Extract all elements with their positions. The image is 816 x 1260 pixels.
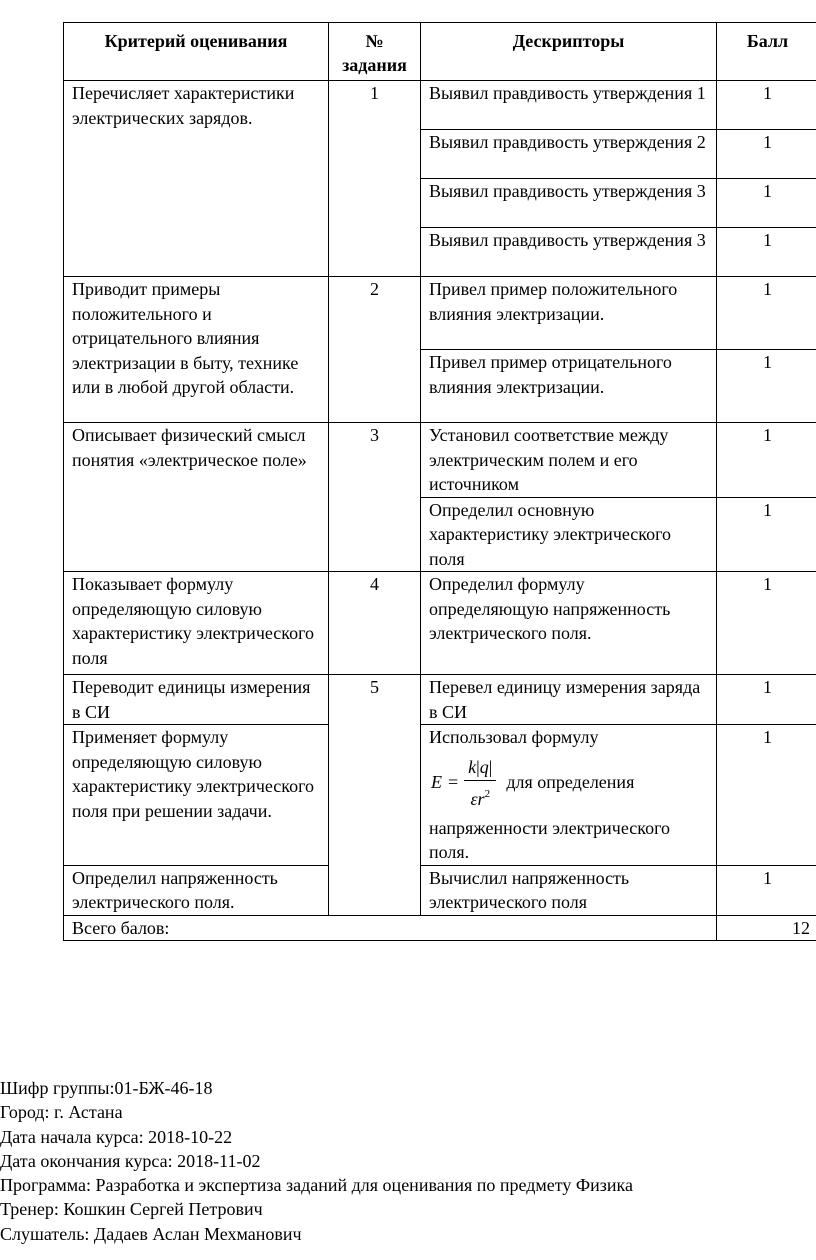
score-cell: 1 [717, 865, 816, 915]
score-cell: 1 [717, 572, 816, 675]
group-code: Шифр группы:01-БЖ-46-18 [0, 1078, 213, 1098]
formula-outro: напряженности электрического поля. [429, 817, 671, 862]
descriptor-cell: Определил основную характеристику электрического поля [421, 497, 717, 572]
table-header-row [64, 23, 816, 81]
score-cell: 1 [717, 423, 816, 498]
descriptor-cell: Привел пример отрицательного влияния электризации. [421, 350, 717, 423]
header-task-number: № задания [329, 23, 421, 81]
criterion-cell: Приводит примеры положительного и отрицательного влияния электризации в быту, технике или в любой другой области. [64, 277, 329, 423]
formula-den-exponent: 2 [484, 787, 491, 800]
trainer: Тренер: Кошкин Сергей Петрович [0, 1199, 263, 1220]
score-cell: 1 [717, 179, 816, 228]
formula-k: k [468, 756, 477, 777]
task-number-cell: 3 [329, 423, 421, 572]
total-row [64, 915, 816, 941]
table-row [64, 675, 816, 725]
descriptor-cell: Привел пример положительного влияния электризации. [421, 277, 717, 350]
descriptor-cell: Выявил правдивость утверждения 1 [421, 81, 717, 130]
header-score: Балл [717, 23, 816, 81]
descriptor-cell: Выявил правдивость утверждения 3 [421, 228, 717, 277]
criterion-cell: Применяет формулу определяющую силовую характеристику электрического поля при решении задачи. [64, 725, 329, 866]
program: Программа: Разработка и экспертиза заданий для оценивания по предмету Физика [0, 1175, 633, 1196]
formula-intro: Использовал формулу [429, 727, 599, 747]
formula-numerator: k|q| [464, 754, 496, 781]
formula-lhs: E [431, 772, 442, 793]
descriptor-cell: Установил соответствие между электрическим полем и его источником [421, 423, 717, 498]
score-cell: 1 [717, 228, 816, 277]
course-start-date: Дата начала курса: 2018-10-22 [0, 1126, 233, 1147]
table-row [64, 423, 816, 498]
descriptor-cell: Выявил правдивость утверждения 3 [421, 179, 717, 228]
formula-denominator [470, 781, 490, 812]
score-cell: 1 [717, 725, 816, 866]
total-label: Всего балов: [64, 915, 717, 941]
score-cell: 1 [717, 277, 816, 350]
total-value: 12 [717, 915, 816, 941]
field-strength-formula [431, 750, 634, 816]
table-row [64, 865, 816, 915]
course-info [0, 1076, 633, 1246]
formula-q: q [479, 756, 489, 777]
listener: Слушатель: Дадаев Аслан Мехманович [0, 1223, 302, 1244]
table-row [64, 572, 816, 675]
formula-equals: = [448, 772, 459, 793]
header-descriptors: Дескрипторы [421, 23, 717, 81]
criterion-cell: Определил напряженность электрического поля. [64, 865, 329, 915]
criterion-cell: Описывает физический смысл понятия «электрическое поле» [64, 423, 329, 572]
score-cell: 1 [717, 81, 816, 130]
table-row [64, 81, 816, 130]
task-number-cell: 4 [329, 572, 421, 675]
descriptor-cell: Определил формулу определяющую напряженность электрического поля. [421, 572, 717, 675]
table-row [64, 277, 816, 350]
course-end-date: Дата окончания курса: 2018-11-02 [0, 1150, 261, 1171]
formula-fraction [464, 754, 496, 812]
criterion-cell: Перечисляет характеристики электрических зарядов. [64, 81, 329, 277]
criterion-cell: Показывает формулу определяющую силовую характеристику электрического поля [64, 572, 329, 675]
score-cell: 1 [717, 675, 816, 725]
descriptor-cell: Выявил правдивость утверждения 2 [421, 130, 717, 179]
city: Город: г. Астана [0, 1102, 123, 1123]
score-cell: 1 [717, 350, 816, 423]
descriptor-cell: Вычислил напряженность электрического поля [421, 865, 717, 915]
table-row [64, 725, 816, 866]
score-cell: 1 [717, 497, 816, 572]
descriptor-cell-formula [421, 725, 717, 866]
formula-den-base: εr [470, 788, 485, 809]
task-number-cell: 1 [329, 81, 421, 277]
formula-suffix: для определения [506, 772, 635, 793]
score-cell: 1 [717, 130, 816, 179]
assessment-table [63, 22, 816, 941]
task-number-cell: 5 [329, 675, 421, 916]
descriptor-cell: Перевел единицу измерения заряда в СИ [421, 675, 717, 725]
header-criterion: Критерий оценивания [64, 23, 329, 81]
criterion-cell: Переводит единицы измерения в СИ [64, 675, 329, 725]
task-number-cell: 2 [329, 277, 421, 423]
